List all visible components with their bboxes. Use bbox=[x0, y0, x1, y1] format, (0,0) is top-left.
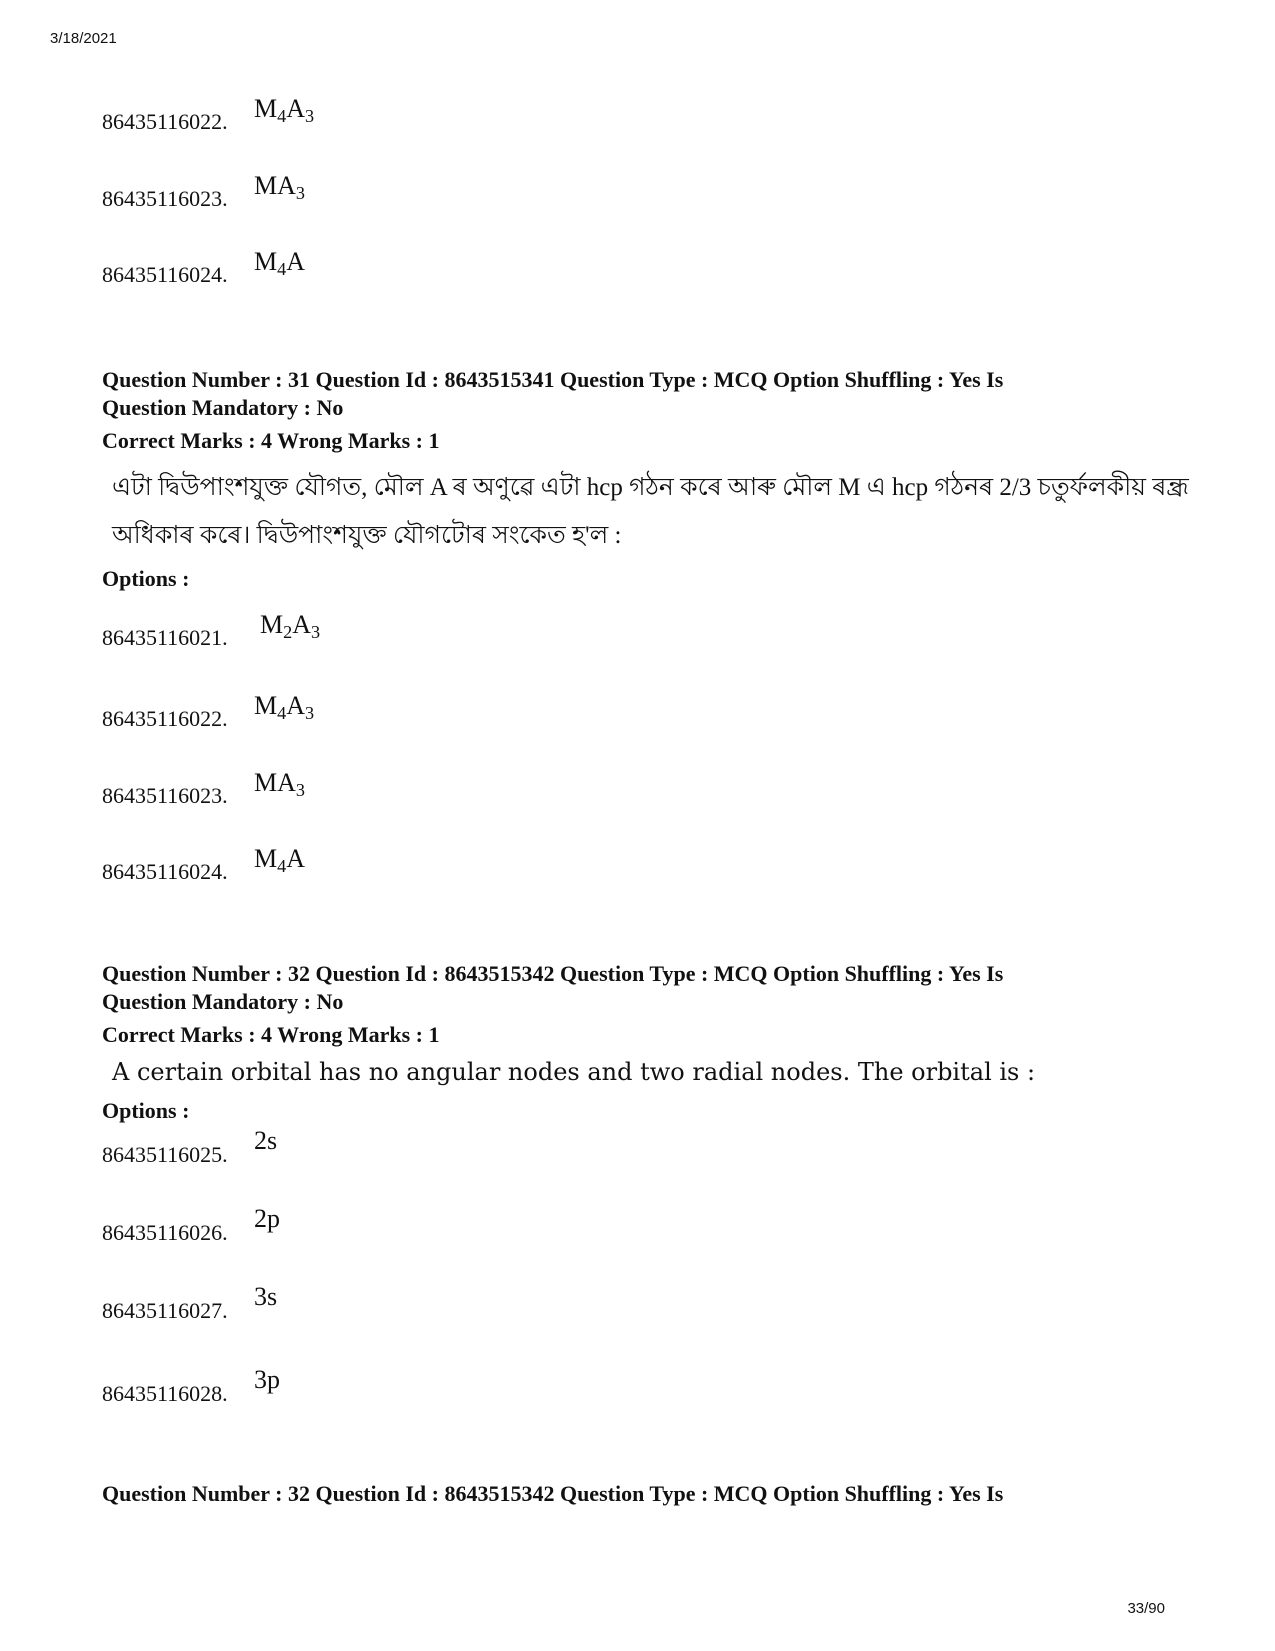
question-marks: Correct Marks : 4 Wrong Marks : 1 bbox=[102, 1022, 440, 1047]
question-header bbox=[102, 366, 1182, 422]
option-formula: $MA_3$ bbox=[254, 767, 305, 800]
option-id: 86435116022. bbox=[102, 706, 228, 731]
question-header bbox=[102, 1480, 1182, 1508]
option-id: 86435116028. bbox=[102, 1381, 228, 1406]
option-id: 86435116023. bbox=[102, 783, 228, 808]
options-label: Options : bbox=[102, 566, 190, 591]
question-header-line: Question Mandatory : No bbox=[102, 989, 344, 1014]
option-value: 3p bbox=[254, 1365, 280, 1394]
question-text-line: অধিকাৰ কৰে। দ্বিউপাংশযুক্ত যৌগটোৰ সংকেত হ'ল : bbox=[112, 522, 622, 549]
option-id: 86435116024. bbox=[102, 859, 228, 884]
option-formula: $M_4A_3$ bbox=[254, 690, 315, 723]
option-formula: $M_4A_3$ bbox=[254, 93, 315, 126]
option-id: 86435116027. bbox=[102, 1298, 228, 1323]
question-text bbox=[112, 464, 1212, 560]
question-header-line: Question Number : 31 Question Id : 8643515341 Question Type : MCQ Option Shuffling : Yes Is bbox=[102, 367, 1004, 392]
option-id: 86435116026. bbox=[102, 1220, 228, 1245]
option-id: 86435116024. bbox=[102, 262, 228, 287]
option-id: 86435116021. bbox=[102, 625, 228, 650]
question-header bbox=[102, 960, 1182, 1016]
question-header-line: Question Number : 32 Question Id : 8643515342 Question Type : MCQ Option Shuffling : Yes Is bbox=[102, 961, 1004, 986]
option-formula: $M_4A$ bbox=[254, 843, 305, 876]
question-text-line: এটা দ্বিউপাংশযুক্ত যৌগত, মৌল A ৰ অণুৱে এটা hcp গঠন কৰে আৰু মৌল M এ hcp গঠনৰ 2/3 চতুৰ্ফলকীয় ৰন্ধ্ৰ bbox=[112, 474, 1189, 501]
option-formula: $M_2A_3$ bbox=[260, 609, 321, 642]
option-formula: $M_4A$ bbox=[254, 246, 305, 279]
option-value: 3s bbox=[254, 1282, 278, 1311]
print-date: 3/18/2021 bbox=[50, 30, 117, 47]
option-id: 86435116023. bbox=[102, 186, 228, 211]
question-text: A certain orbital has no angular nodes and two radial nodes. The orbital is : bbox=[112, 1058, 1036, 1086]
question-header-line: Question Number : 32 Question Id : 8643515342 Question Type : MCQ Option Shuffling : Yes Is bbox=[102, 1481, 1004, 1506]
page-number: 33/90 bbox=[1127, 1600, 1165, 1617]
option-formula: $MA_3$ bbox=[254, 170, 305, 203]
option-id: 86435116025. bbox=[102, 1142, 228, 1167]
question-marks: Correct Marks : 4 Wrong Marks : 1 bbox=[102, 428, 440, 453]
options-label: Options : bbox=[102, 1098, 190, 1123]
option-value: 2s bbox=[254, 1126, 278, 1155]
option-id: 86435116022. bbox=[102, 109, 228, 134]
option-value: 2p bbox=[254, 1204, 280, 1233]
question-header-line: Question Mandatory : No bbox=[102, 395, 344, 420]
